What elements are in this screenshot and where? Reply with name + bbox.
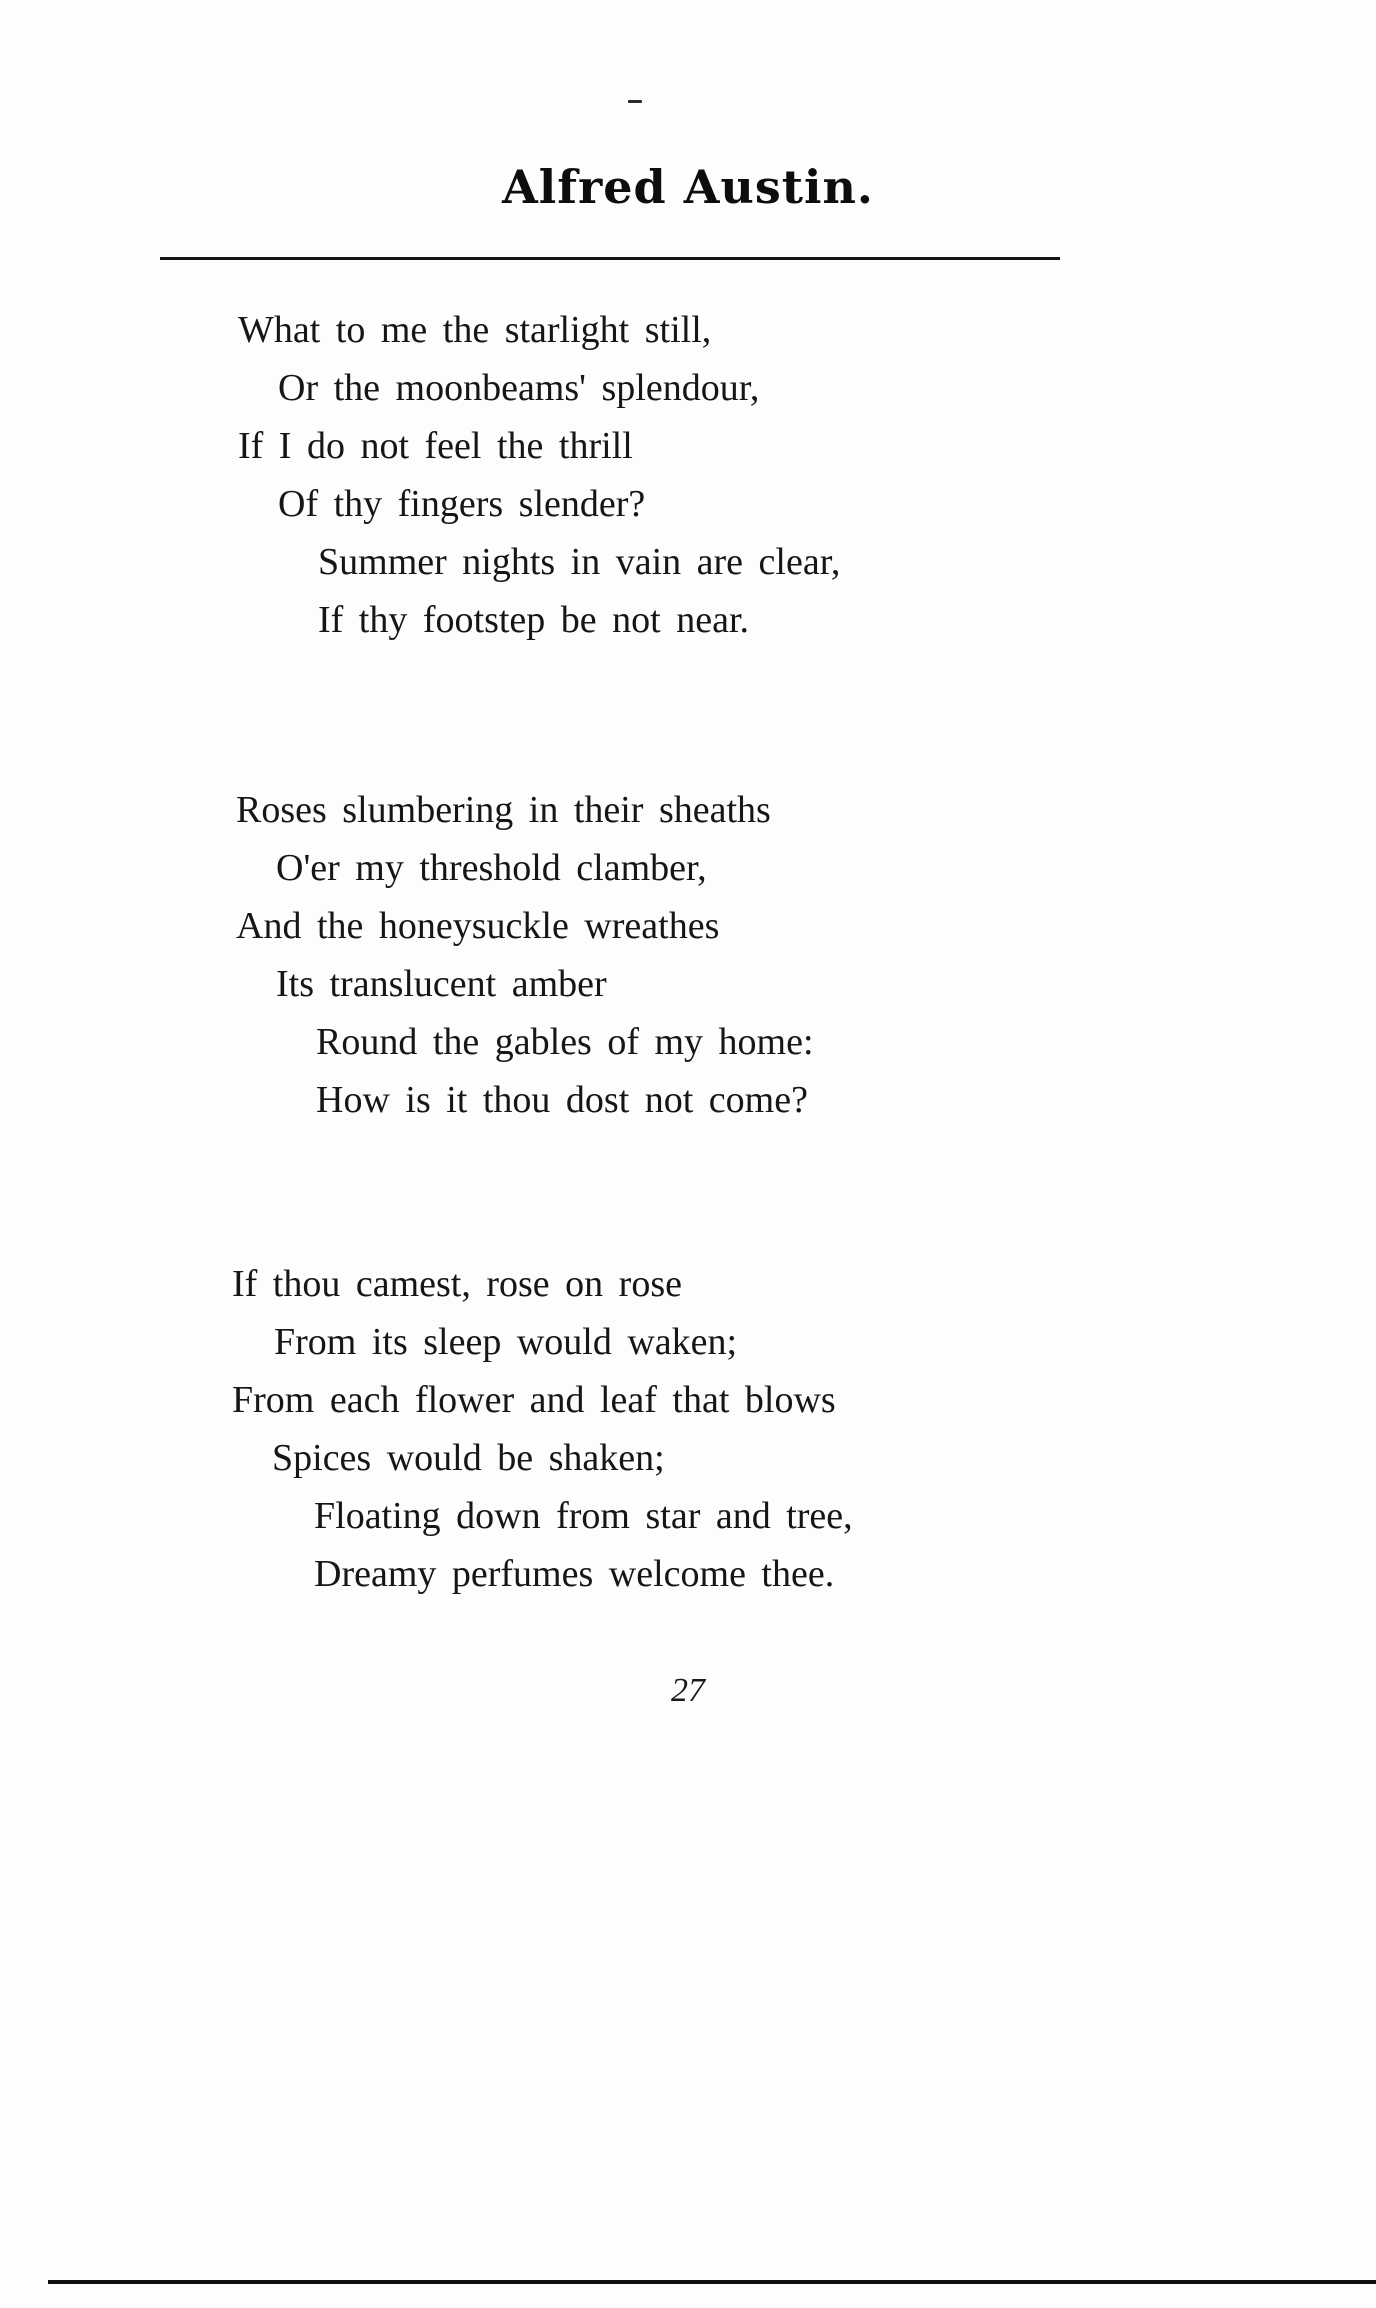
running-head: Alfred Austin. — [502, 160, 874, 214]
bottom-page-edge — [48, 2280, 1376, 2284]
top-ornament-mark — [628, 100, 642, 103]
poem-line: O'er my threshold clamber, — [276, 847, 707, 889]
poem-line: Summer nights in vain are clear, — [318, 541, 841, 583]
header-rule — [160, 257, 1060, 260]
poem-line: Round the gables of my home: — [316, 1021, 814, 1063]
poem-line: Floating down from star and tree, — [314, 1495, 853, 1537]
poem-line: Spices would be shaken; — [272, 1437, 665, 1479]
poem-line: From its sleep would waken; — [274, 1321, 738, 1363]
poem-line: Its translucent amber — [276, 963, 607, 1005]
poem-line: If thy footstep be not near. — [318, 599, 750, 641]
page-number: 27 — [671, 1672, 705, 1709]
poem-line: Dreamy perfumes welcome thee. — [314, 1553, 835, 1595]
poem-line: What to me the starlight still, — [238, 309, 712, 351]
poem-line: If thou camest, rose on rose — [232, 1263, 682, 1305]
poem-line: Of thy fingers slender? — [278, 483, 646, 525]
poem-line: Roses slumbering in their sheaths — [236, 789, 771, 831]
poem-line: Or the moonbeams' splendour, — [278, 367, 760, 409]
poem-line: From each flower and leaf that blows — [232, 1379, 836, 1421]
poem-line: And the honeysuckle wreathes — [236, 905, 720, 947]
poem-line: How is it thou dost not come? — [316, 1079, 808, 1121]
poem-line: If I do not feel the thrill — [238, 425, 633, 467]
